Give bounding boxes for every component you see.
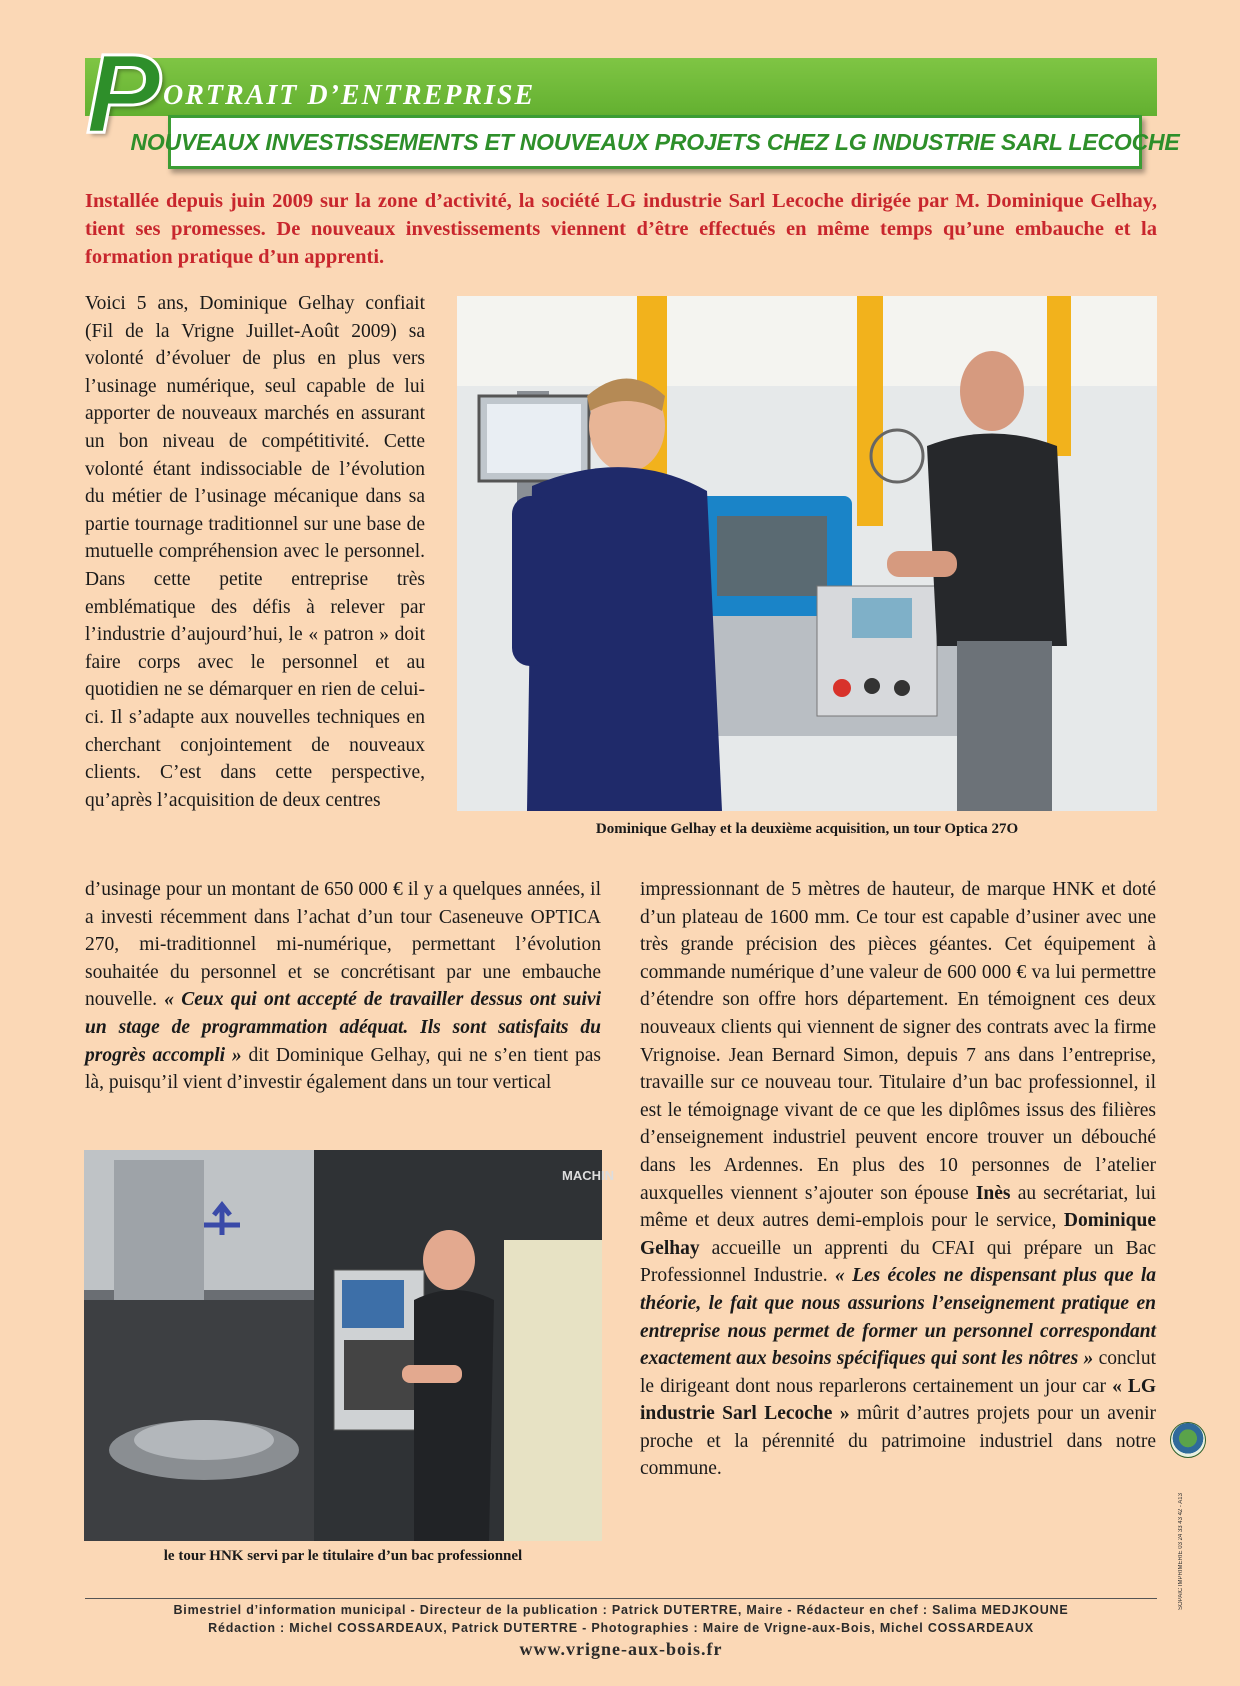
- footer-line-2: Rédaction : Michel COSSARDEAUX, Patrick DUTERTRE - Photographies : Maire de Vrigne-aux-Bois, Michel COSSARDEAUX: [208, 1621, 1034, 1635]
- article-column-a: Voici 5 ans, Dominique Gelhay confiait (Fil de la Vrigne Juillet-Août 2009) sa volonté d’évoluer de plus en plus vers l’usinage numérique, seul capable de lui apporter de nouveaux marchés en assurant un bon niveau de compétitivité. Cette volonté étant indissociable de l’évolution du métier de l’usinage mécanique dans sa partie tournage traditionnel sur une base de mutuelle compréhension avec le personnel. Dans cette petite entreprise très emblématique des défis à relever par l’industrie d’aujourd’hui, le « patron » doit faire corps avec le personnel et au quotidien ne se démarquer en rien de celui-ci. Il s’adapte aux nouvelles techniques en cherchant conjointement de nouveaux clients. C’est dans cette perspective, qu’après l’acquisition de deux centres: [85, 293, 425, 811]
- headline-box: [130, 115, 1180, 169]
- photo-caption-1: Dominique Gelhay et la deuxième acquisition, un tour Optica 27O: [595, 821, 1019, 837]
- article-column-c-text-3: accueille un apprenti du CFAI qui prépare un Bac Professionnel Industrie.: [640, 1237, 1156, 1287]
- article-column-c-text-1: impressionnant de 5 mètres de hauteur, de marque HNK et doté d’un plateau de 1600 mm. Ce tour est capable d’usiner avec une très grande précision des pièces géantes. Cet équipement à commande numérique d’une valeur de 600 000 € va lui permettre d’étendre son offre hors département. En témoignent ces deux nouveaux clients qui viennent de signer des contrats avec la firme Vrignoise. Jean Bernard Simon, depuis 7 ans dans l’entreprise, travaille sur ce nouveau tour. Titulaire d’un bac professionnel, il est le témoignage vivant de ce que les diplômes issus des filières d’enseignement industriel peuvent encore trouver un débouché dans les Ardennes. En plus des 10 personnes de l’atelier auxquelles viennent s’ajouter son épouse: [640, 879, 1156, 1204]
- drop-letter: P: [86, 31, 161, 156]
- article-column-b-text-2: dit Dominique Gelhay, qui ne s’en tient pas là, puisqu’il vient d’investir également dans un tour vertical: [85, 1044, 602, 1094]
- lead-paragraph: Installée depuis juin 2009 sur la zone d’activité, la société LG industrie Sarl Lecoche dirigée par M. Dominique Gelhay, tient ses promesses. De nouveaux investissements viennent d’être effectués en même temps qu’une embauche et la formation pratique d’un apprenti.: [85, 190, 1157, 268]
- article-column-c-text-5: mûrit d’autres projets pour un avenir proche et la pérennité du patrimoine industriel dans notre commune.: [640, 1403, 1157, 1480]
- article-column-b: [85, 876, 601, 1097]
- article-column-c: [640, 876, 1156, 1483]
- footer: [85, 1601, 1157, 1661]
- name-dominique-gelhay: Dominique Gelhay: [640, 1210, 1157, 1259]
- photo-director-lathe-illustration: [457, 296, 1157, 811]
- machine-brand-text: MACHIN: [562, 1168, 614, 1183]
- printer-credit: SOPAIC IMPRIMERIE 03 24 33 43 42 - A13: [1178, 1493, 1184, 1610]
- article-quote-2: « Les écoles ne dispensant plus que la théorie, le fait que nous assurions l’enseignement pratique en entreprise nous permet de former un personnel correspondant exactement aux besoins spécifiques qui sont les nôtres »: [640, 1265, 1156, 1370]
- article-column-c-text-4: conclut le dirigeant dont nous reparlerons certainement un jour car: [640, 1348, 1156, 1397]
- town-emblem-icon: [1170, 1422, 1206, 1458]
- website-link[interactable]: www.vrigne-aux-bois.fr: [519, 1639, 723, 1659]
- photo-caption-2: le tour HNK servi par le titulaire d’un bac professionnel: [163, 1548, 523, 1564]
- name-ines: Inès: [975, 1182, 1011, 1204]
- article-headline: NOUVEAUX INVESTISSEMENTS ET NOUVEAUX PROJETS CHEZ LG INDUSTRIE SARL LECOCHE: [130, 128, 1180, 155]
- footer-line-1: Bimestriel d’information municipal - Directeur de la publication : Patrick DUTERTRE, Maire - Rédacteur en chef : Salima MEDJKOUNE: [173, 1603, 1069, 1617]
- footer-divider: [85, 1598, 1157, 1599]
- photo-hnk-lathe-illustration: [84, 1150, 614, 1541]
- photo-hnk-lathe: [84, 1150, 614, 1541]
- article-column-b-text-1: d’usinage pour un montant de 650 000 € il y a quelques années, il a investi récemment dans l’achat d’un tour Caseneuve OPTICA 270, mi-traditionnel mi-numérique, permettant l’évolution souhaitée du personnel et se concrétisant par une embauche nouvelle.: [85, 879, 601, 1011]
- company-name: « LG industrie Sarl Lecoche »: [640, 1375, 1156, 1425]
- article-column-c-text-2: au secrétariat, lui même et deux autres demi-emplois pour le service,: [640, 1182, 1157, 1232]
- photo-director-lathe: [457, 296, 1157, 811]
- section-title: ORTRAIT D’ENTREPRISE: [163, 80, 536, 111]
- article-quote-1: « Ceux qui ont accepté de travailler dessus ont suivi un stage de programmation adéquat. Ils sont satisfaits du progrès accompli »: [85, 989, 602, 1066]
